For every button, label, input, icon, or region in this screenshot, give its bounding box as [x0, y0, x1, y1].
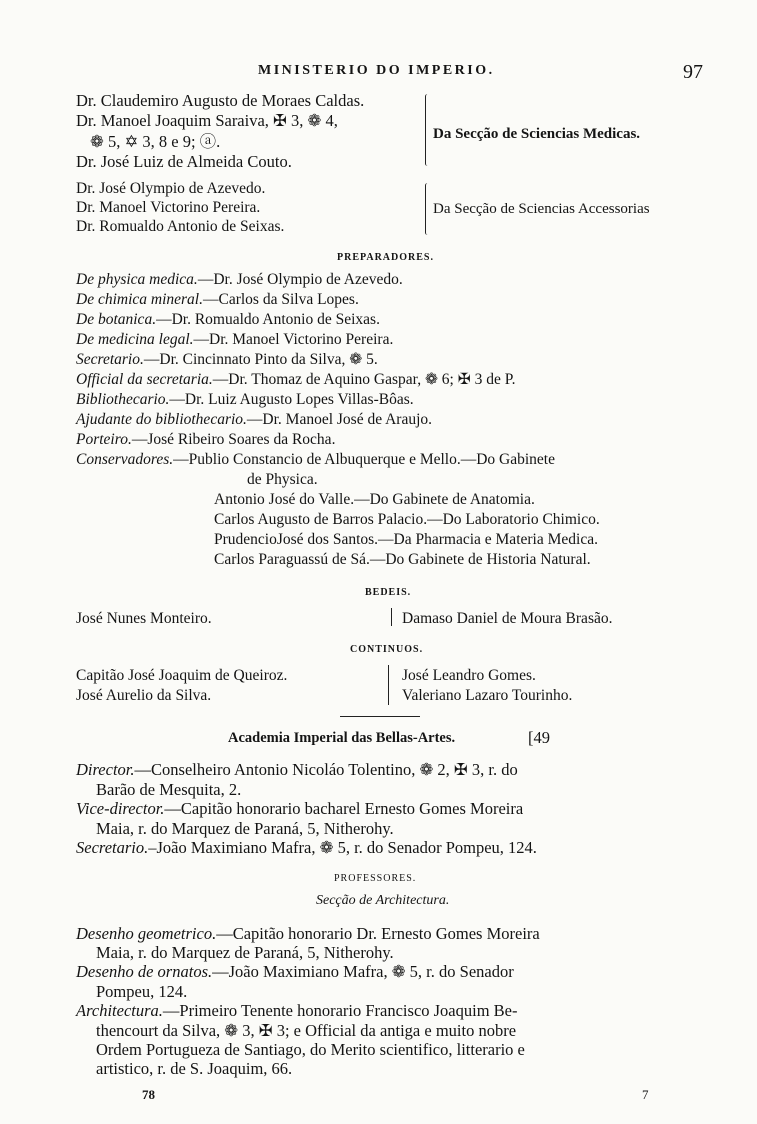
role-text: —Dr. Romualdo Antonio de Seixas. — [156, 311, 380, 328]
academia-ref: [49 — [528, 728, 550, 747]
conservador-line: PrudencioJosé dos Santos.—Da Pharmacia e Materia Medica. — [214, 531, 598, 548]
academia-entry — [76, 962, 514, 981]
subsection-heading: Secção de Architectura. — [316, 893, 450, 908]
continuo-left: Capitão José Joaquim de Queiroz. — [76, 667, 288, 684]
preparador-line — [76, 271, 403, 288]
section-heading: PREPARADORES. — [337, 252, 434, 263]
continuo-right: José Leandro Gomes. — [402, 667, 536, 684]
academia-entry — [76, 760, 518, 779]
member-line: Dr. Manoel Joaquim Saraiva, ✠ 3, ❁ 4, — [76, 111, 338, 130]
section-rule — [340, 716, 420, 717]
role-label: De medicina legal. — [76, 331, 194, 348]
role-label: Conservadores. — [76, 451, 174, 468]
entry-continuation: artistico, r. de S. Joaquim, 66. — [96, 1059, 293, 1078]
role-text: —Conselheiro Antonio Nicoláo Tolentino, ❁ 2, ✠ 3, r. do — [134, 760, 518, 779]
continuo-right: Valeriano Lazaro Tourinho. — [402, 687, 573, 704]
preparador-line — [76, 451, 555, 468]
continuo-left: José Aurelio da Silva. — [76, 687, 212, 704]
section-heading: BEDEIS. — [365, 587, 412, 598]
section-heading: PROFESSORES. — [334, 873, 417, 884]
conservador-line: Antonio José do Valle.—Do Gabinete de Anatomia. — [214, 491, 535, 508]
entry-continuation: Barão de Mesquita, 2. — [96, 780, 242, 799]
role-text: —Dr. Manoel Victorino Pereira. — [193, 331, 394, 348]
role-text: —Capitão honorario bacharel Ernesto Gomes Moreira — [164, 799, 524, 818]
page-number: 97 — [683, 61, 703, 83]
academia-title: Academia Imperial das Bellas-Artes. — [228, 730, 456, 746]
role-text: —Dr. Manoel José de Araujo. — [246, 411, 433, 428]
academia-entry — [76, 924, 540, 943]
bedel-left: José Nunes Monteiro. — [76, 610, 212, 627]
preparador-line — [76, 371, 516, 388]
role-text: —Dr. Cincinnato Pinto da Silva, ❁ 5. — [143, 351, 378, 368]
entry-continuation: Pompeu, 124. — [96, 982, 188, 1001]
academia-entry — [76, 838, 537, 857]
academia-entry — [76, 799, 523, 818]
footer-left-number: 78 — [142, 1087, 155, 1102]
role-label: De botanica. — [76, 311, 157, 328]
member-line: Dr. Manoel Victorino Pereira. — [76, 199, 261, 216]
member-line: Dr. José Olympio de Azevedo. — [76, 180, 266, 197]
preparador-line — [76, 351, 378, 368]
page-header-title: MINISTERIO DO IMPERIO. — [258, 63, 495, 78]
role-text: —Carlos da Silva Lopes. — [202, 291, 359, 308]
role-text: —João Maximiano Mafra, ❁ 5, r. do Senador — [212, 962, 514, 981]
conservador-line: de Physica. — [247, 471, 318, 488]
role-text: —Publio Constancio de Albuquerque e Mello.—Do Gabinete — [173, 451, 555, 468]
role-label: Director. — [76, 760, 135, 779]
preparador-line — [76, 431, 335, 448]
role-text: —José Ribeiro Soares da Rocha. — [131, 431, 336, 448]
academia-entry — [76, 1001, 518, 1020]
member-line: Dr. Romualdo Antonio de Seixas. — [76, 218, 285, 235]
preparador-line — [76, 391, 414, 408]
member-line: Dr. José Luiz de Almeida Couto. — [76, 152, 292, 171]
member-line: Dr. Claudemiro Augusto de Moraes Caldas. — [76, 91, 365, 110]
role-label: Vice-director. — [76, 799, 165, 818]
section-label: Da Secção de Sciencias Accessorias — [433, 201, 650, 217]
role-label: De chimica mineral. — [76, 291, 203, 308]
preparador-line — [76, 291, 359, 308]
role-text: —Dr. Thomaz de Aquino Gaspar, ❁ 6; ✠ 3 de P. — [212, 371, 516, 388]
role-label: Bibliothecario. — [76, 391, 170, 408]
role-text: –João Maximiano Mafra, ❁ 5, r. do Senador Pompeu, 124. — [148, 838, 537, 857]
role-label: De physica medica. — [76, 271, 198, 288]
bedel-right: Damaso Daniel de Moura Brasão. — [402, 610, 613, 627]
entry-continuation: Maia, r. do Marquez de Paraná, 5, Nitherohy. — [96, 943, 394, 962]
entry-continuation: Ordem Portugueza de Santiago, do Merito scientifico, litterario e — [96, 1040, 525, 1059]
entry-continuation: thencourt da Silva, ❁ 3, ✠ 3; e Official da antiga e muito nobre — [96, 1021, 517, 1040]
footer-right-number: 7 — [642, 1087, 649, 1102]
preparador-line — [76, 331, 393, 348]
role-label: Secretario. — [76, 351, 144, 368]
conservador-line: Carlos Augusto de Barros Palacio.—Do Laboratorio Chimico. — [214, 511, 600, 528]
conservador-line: Carlos Paraguassú de Sá.—Do Gabinete de Historia Natural. — [214, 551, 591, 568]
section-brace — [425, 94, 430, 166]
role-label: Ajudante do bibliothecario. — [76, 411, 247, 428]
role-text: —Capitão honorario Dr. Ernesto Gomes Moreira — [216, 924, 540, 943]
role-label: Porteiro. — [76, 431, 132, 448]
role-text: —Primeiro Tenente honorario Francisco Joaquim Be- — [162, 1001, 518, 1020]
preparador-line — [76, 411, 432, 428]
preparador-line — [76, 311, 380, 328]
role-label: Official da secretaria. — [76, 371, 213, 388]
role-label: Architectura. — [76, 1001, 163, 1020]
section-heading: CONTINUOS. — [350, 644, 424, 655]
member-line: ❁ 5, ✡ 3, 8 e 9; ⓐ. — [90, 132, 221, 151]
role-label: Secretario. — [76, 838, 149, 857]
role-text: —Dr. José Olympio de Azevedo. — [197, 271, 403, 288]
entry-continuation: Maia, r. do Marquez de Paraná, 5, Nitherohy. — [96, 819, 394, 838]
role-text: —Dr. Luiz Augusto Lopes Villas-Bôas. — [169, 391, 414, 408]
role-label: Desenho de ornatos. — [76, 962, 213, 981]
column-divider — [388, 665, 389, 705]
section-brace — [425, 183, 430, 235]
section-label: Da Secção de Sciencias Medicas. — [433, 126, 641, 142]
column-divider — [391, 608, 392, 626]
role-label: Desenho geometrico. — [76, 924, 217, 943]
